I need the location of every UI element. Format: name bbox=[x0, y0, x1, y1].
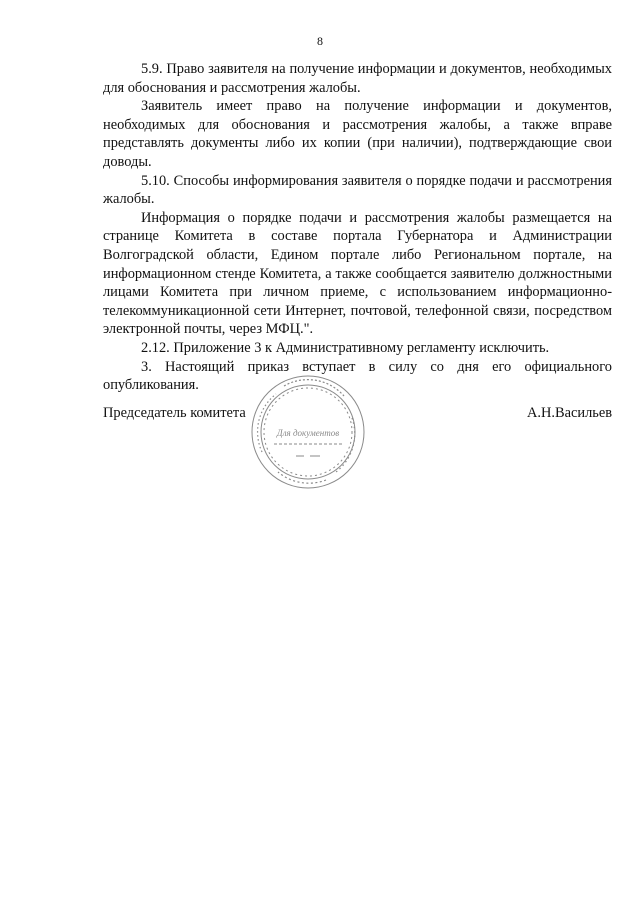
paragraph-information-placement: Информация о порядке подачи и рассмотрения жалобы размещается на странице Комитета в составе портала Губернатора и Администрации Волгоградской области, Едином портале либо Региональном портале, на информационном стенде Комитета, а также сообщается заявителю должностными лицами Комитета при личном приеме, с использованием информационно-телекоммуникационной сети Интернет, почтовой, телефонной связи, посредством электронной почты, через МФЦ.". bbox=[103, 209, 612, 338]
paragraph-5-10-heading: 5.10. Способы информирования заявителя о порядке подачи и рассмотрения жалобы. bbox=[103, 172, 612, 208]
signer-title: Председатель комитета bbox=[103, 405, 246, 421]
paragraph-2-12: 2.12. Приложение 3 к Административному регламенту исключить. bbox=[141, 339, 550, 356]
page-number: 8 bbox=[317, 34, 323, 48]
paragraph-5-9-heading: 5.9. Право заявителя на получение информации и документов, необходимых для обоснования и рассмотрения жалобы. bbox=[103, 61, 612, 96]
stamp-inner-text: Для документов bbox=[276, 428, 340, 438]
paragraph-3-effective: 3. Настоящий приказ вступает в силу со дня его официального опубликования. bbox=[103, 358, 612, 394]
signer-name: А.Н.Васильев bbox=[527, 405, 612, 421]
document-body bbox=[103, 60, 612, 395]
official-stamp bbox=[248, 372, 368, 492]
paragraph-applicant-rights: Заявитель имеет право на получение информации и документов, необходимых для обоснования и рассмотрения жалобы, а также вправе представлять документы либо их копии (при наличии), подтверждающие свои доводы. bbox=[103, 98, 612, 170]
